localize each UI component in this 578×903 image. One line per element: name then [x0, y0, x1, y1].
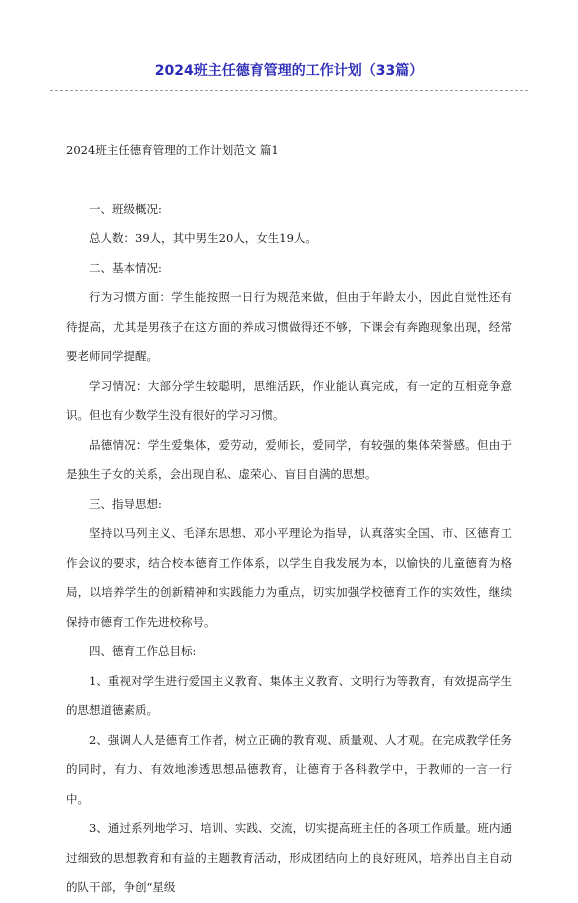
section-heading: 四、德育工作总目标: [89, 644, 197, 658]
paragraph: 2、强调人人是德育工作者，树立正确的教育观、质量观、人才观。在完成教学任务的同时，有力、有效地渗透思想品德教育，让德育于各科教学中，于教师的一言一行中。 [66, 732, 512, 806]
document-body [66, 136, 512, 903]
section-heading: 三、指导思想: [89, 496, 162, 511]
paragraph: 坚持以马列主义、毛泽东思想、邓小平理论为指导，认真落实全国、市、区德育工作会议的要求，结合校本德育工作体系，以学生自我发展为本，以愉快的儿童德育为格局，以培养学生的创新精神和实践能力为重点，切实加强学校德育工作的实效性，继续保持市德育工作先进校称号。 [66, 526, 512, 629]
paragraph: 学习情况：大部分学生较聪明，思维活跃，作业能认真完成，有一定的互相竞争意识。但也有少数学生没有很好的学习习惯。 [66, 378, 512, 422]
paragraph: 行为习惯方面：学生能按照一日行为规范来做，但由于年龄太小，因此自觉性还有待提高，尤其是男孩子在这方面的养成习惯做得还不够，下课会有奔跑现象出现，经常要老师同学提醒。 [66, 290, 512, 363]
article-heading: 2024班主任德育管理的工作计划范文 篇1 [66, 143, 279, 157]
paragraph: 总人数：39人，其中男生20人，女生19人。 [89, 231, 317, 245]
document-title: 2024班主任德育管理的工作计划（33篇） [154, 63, 424, 79]
section-heading: 一、班级概况: [89, 201, 162, 216]
paragraph: 3、通过系列地学习、培训、实践、交流，切实提高班主任的各项工作质量。班内通过细致的思想教育和有益的主题教育活动，形成团结向上的良好班风，培养出自主自动的队干部，争创“星级 [66, 821, 512, 894]
title-divider [50, 90, 528, 91]
paragraph: 1、重视对学生进行爱国主义教育、集体主义教育、文明行为等教育，有效提高学生的思想道德素质。 [66, 673, 512, 717]
paragraph: 品德情况：学生爱集体，爱劳动，爱师长，爱同学，有较强的集体荣誉感。但由于是独生子女的关系，会出现自私、虚荣心、盲目自满的思想。 [66, 437, 512, 481]
section-heading: 二、基本情况: [89, 260, 162, 275]
